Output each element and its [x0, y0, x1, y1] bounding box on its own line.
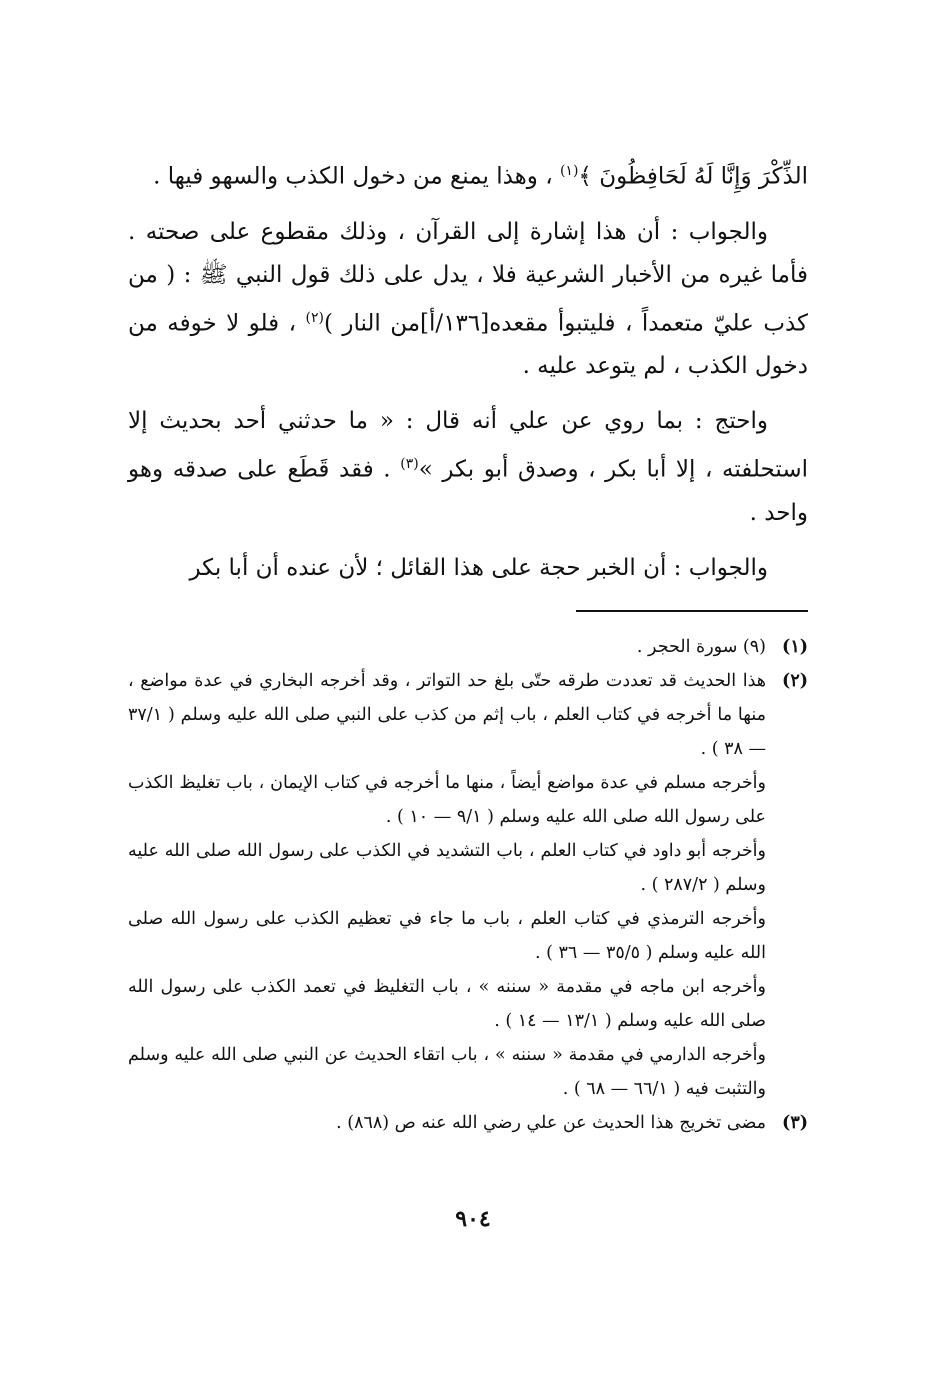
footnote-3	[128, 1106, 808, 1140]
footnote-ref-2[interactable]: (٢)	[305, 309, 324, 326]
paragraph-3	[128, 400, 808, 535]
footnote-line: وأخرجه مسلم في عدة مواضع أيضاً ، منها ما أخرجه في كتاب الإيمان ، باب تغليظ الكذب على رسول الله صلى الله عليه وسلم ( ٩/١ — ١٠ ) .	[128, 772, 766, 827]
footnote-line: هذا الحديث قد تعددت طرقه حتّى بلغ حد التواتر ، وقد أخرجه البخاري في عدة مواضع ، منها ما أخرجه في كتاب العلم ، باب إثم من كذب على النبي صلى الله عليه وسلم ( ٣٧/١ — ٣٨ ) .	[128, 670, 766, 759]
footnote-line: (٩) سورة الحجر .	[636, 636, 766, 657]
footnote-separator	[576, 610, 808, 612]
footnote-line: مضى تخريج هذا الحديث عن علي رضي الله عنه ص (٨٦٨) .	[336, 1112, 766, 1133]
footnote-line: وأخرجه ابن ماجه في مقدمة « سننه » ، باب التغليظ في تعمد الكذب على رسول الله صلى الله عليه وسلم ( ١٣/١ — ١٤ ) .	[128, 976, 766, 1031]
paragraph-2	[128, 211, 808, 389]
footnote-line: وأخرجه الدارمي في مقدمة « سننه » ، باب اتقاء الحديث عن النبي صلى الله عليه وسلم والتثبت فيه ( ٦٦/١ — ٦٨ ) .	[128, 1044, 766, 1099]
footnote-line: وأخرجه أبو داود في كتاب العلم ، باب التشديد في الكذب على رسول الله صلى الله عليه وسلم ( ٢٨٧/٢ ) .	[128, 840, 766, 895]
paragraph-1-text-cont: ، وهذا يمنع من دخول الكذب والسهو فيها .	[153, 163, 560, 190]
footnote-line: وأخرجه الترمذي في كتاب العلم ، باب ما جاء في تعظيم الكذب على رسول الله صلى الله عليه وسلم ( ٣٥/٥ — ٣٦ ) .	[128, 908, 766, 963]
footnote-ref-1[interactable]: (١)	[559, 163, 579, 179]
footnote-number: (٣)	[782, 1112, 808, 1133]
footnote-ref-3[interactable]: (٣)	[400, 456, 419, 473]
footnote-1	[128, 630, 808, 664]
footnote-body	[128, 630, 766, 664]
paragraph-2-text: والجواب : أن هذا إشارة إلى القرآن ، وذلك مقطوع على صحته . فأما غيره من الأخبار الشرعية فلا ، يدل على ذلك قول النبي ﷺ : ( من كذب عليّ متعمداً ، فليتبوأ مقعده[١٣٦/أ]من النار )	[128, 218, 808, 337]
paragraph-4-text: والجواب : أن الخبر حجة على هذا القائل ؛ لأن عنده أن أبا بكر	[189, 554, 768, 581]
paragraph-4	[128, 547, 808, 590]
paragraph-1	[128, 150, 808, 199]
page-body	[128, 150, 808, 1140]
paragraph-3-text: واحتج : بما روي عن علي أنه قال : « ما حدثني أحد بحديث إلا استحلفته ، إلا أبا بكر ، وصدق أبو بكر »	[128, 408, 808, 483]
paragraph-1-text: الذِّكْرَ وَإِنَّا لَهُ لَحَافِظُونَ ﴾	[578, 163, 808, 190]
footnote-2	[128, 664, 808, 1106]
footnote-number: (١)	[782, 636, 808, 657]
footnote-number: (٢)	[782, 670, 808, 691]
footnote-body	[128, 664, 766, 1106]
paragraph-3-text-cont: . فقد قَطَع على صدقه وهو واحد .	[128, 456, 808, 526]
page-number: ٩٠٤	[455, 1206, 491, 1232]
footnote-body	[128, 1106, 766, 1140]
paragraph-2-text-cont: ، فلو لا خوفه من دخول الكذب ، لم يتوعد عليه .	[128, 310, 808, 380]
